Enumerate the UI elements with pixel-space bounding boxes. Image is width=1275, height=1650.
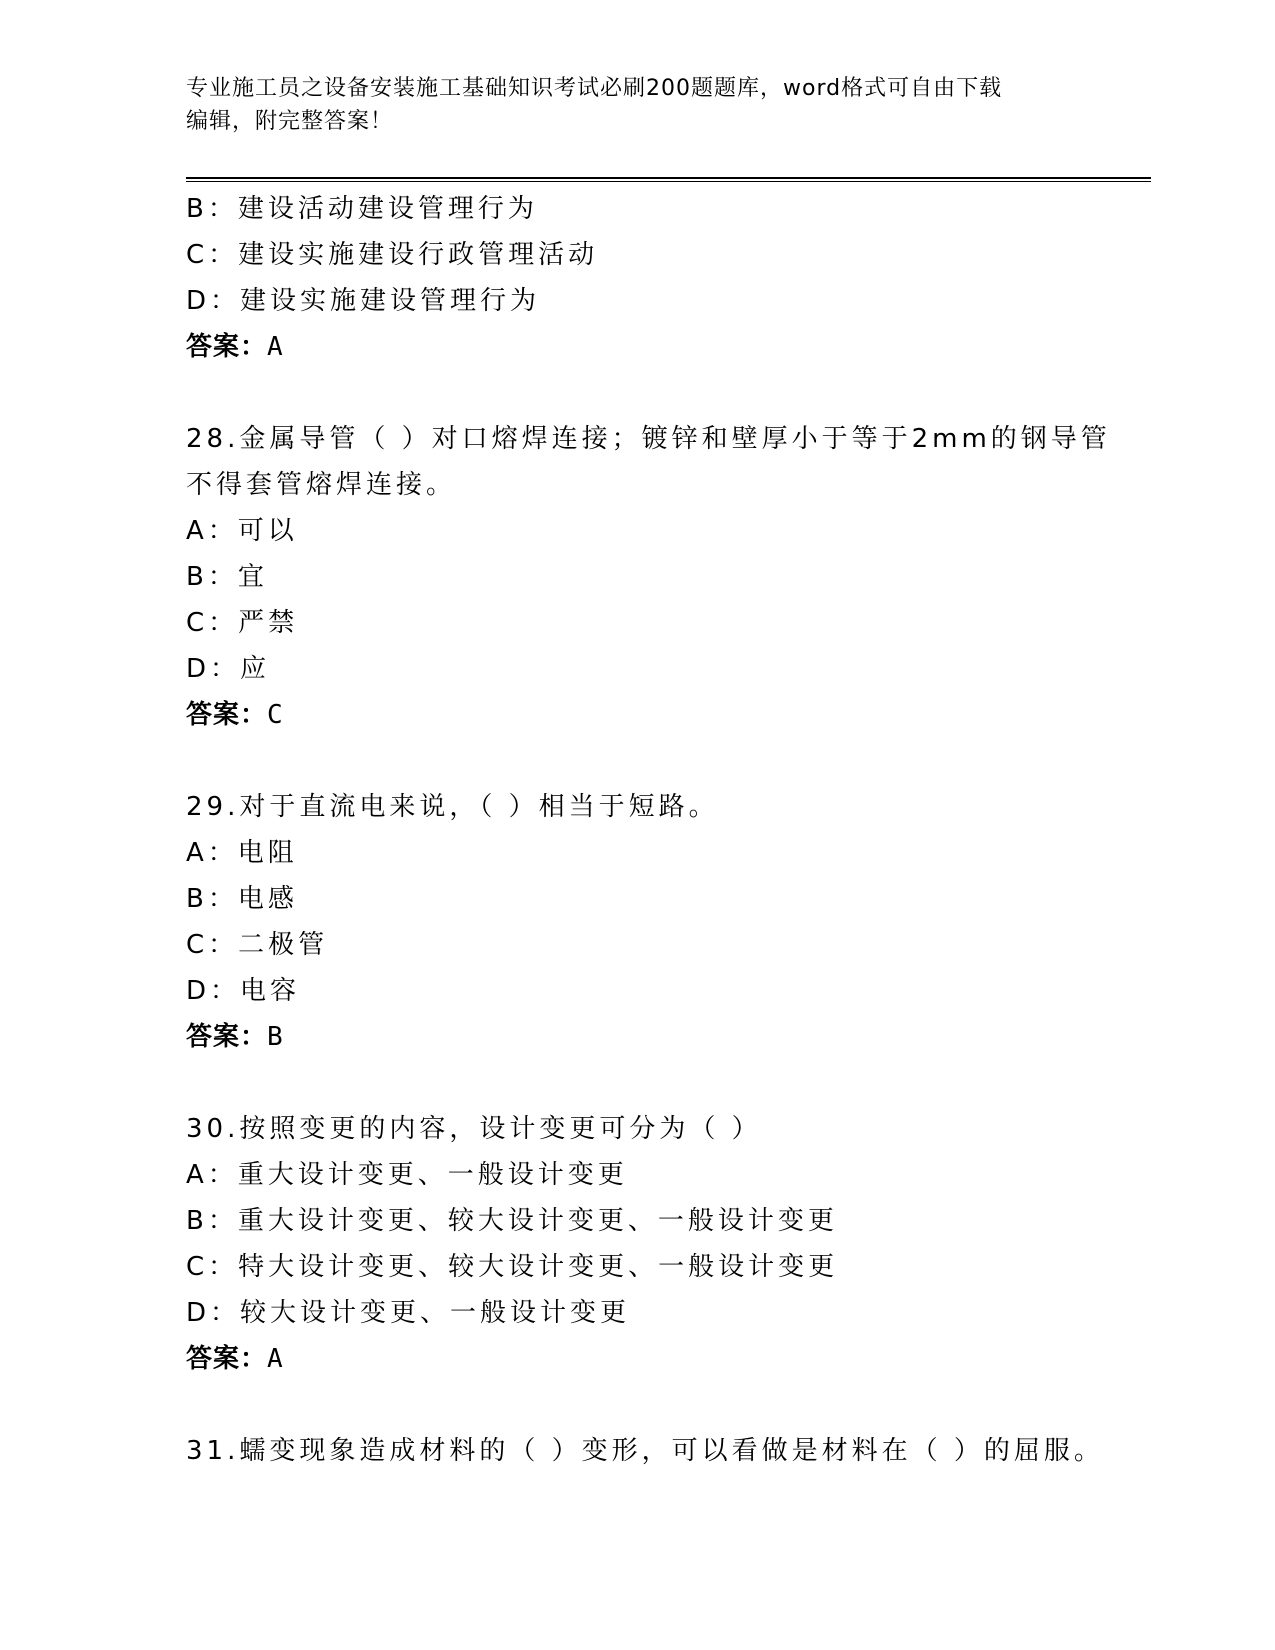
answer-label: 答案： [186, 700, 268, 730]
answer-line [186, 1336, 1146, 1382]
question-29 [186, 784, 1146, 1060]
answer-line [186, 1014, 1146, 1060]
option-c: C：严禁 [186, 608, 299, 638]
header-line-2: 编辑，附完整答案！ [186, 109, 394, 134]
question-stem: 31.蠕变现象造成材料的（ ）变形，可以看做是材料在（ ）的屈服。 [186, 1436, 1104, 1466]
option-c: C：二极管 [186, 930, 329, 960]
option-b: B：宜 [186, 562, 268, 592]
answer-value: A [267, 332, 284, 362]
option-b: B：建设活动建设管理行为 [186, 194, 538, 224]
answer-label: 答案： [186, 1344, 268, 1374]
question-stem: 29.对于直流电来说，（ ）相当于短路。 [186, 792, 719, 822]
header-divider [186, 177, 1151, 182]
answer-label: 答案： [186, 1022, 268, 1052]
option-d: D：应 [186, 654, 271, 684]
option-a: A：重大设计变更、一般设计变更 [186, 1160, 628, 1190]
option-d: D：电容 [186, 976, 301, 1006]
question-30 [186, 1106, 1146, 1382]
document-header [186, 72, 1086, 138]
option-c: C：特大设计变更、较大设计变更、一般设计变更 [186, 1252, 839, 1282]
option-a: A：电阻 [186, 838, 298, 868]
question-28 [186, 416, 1146, 738]
answer-value: C [267, 700, 284, 730]
answer-line [186, 324, 1146, 370]
question-31 [186, 1428, 1146, 1474]
question-stem-continued: 不得套管熔焊连接。 [186, 470, 457, 500]
option-a: A：可以 [186, 516, 298, 546]
answer-label: 答案： [186, 332, 268, 362]
answer-value: A [267, 1344, 284, 1374]
answer-line [186, 692, 1146, 738]
question-stem: 30.按照变更的内容，设计变更可分为（ ） [186, 1114, 762, 1144]
option-d: D：较大设计变更、一般设计变更 [186, 1298, 631, 1328]
answer-value: B [267, 1022, 284, 1052]
question-stem: 28.金属导管（ ）对口熔焊连接；镀锌和壁厚小于等于2mm的钢导管 [186, 424, 1111, 454]
option-b: B：电感 [186, 884, 298, 914]
header-line-1: 专业施工员之设备安装施工基础知识考试必刷200题题库，word格式可自由下载 [186, 76, 1003, 101]
option-d: D：建设实施建设管理行为 [186, 286, 541, 316]
question-27-tail [186, 186, 1146, 370]
question-list [186, 186, 1146, 1474]
option-c: C：建设实施建设行政管理活动 [186, 240, 599, 270]
option-b: B：重大设计变更、较大设计变更、一般设计变更 [186, 1206, 838, 1236]
